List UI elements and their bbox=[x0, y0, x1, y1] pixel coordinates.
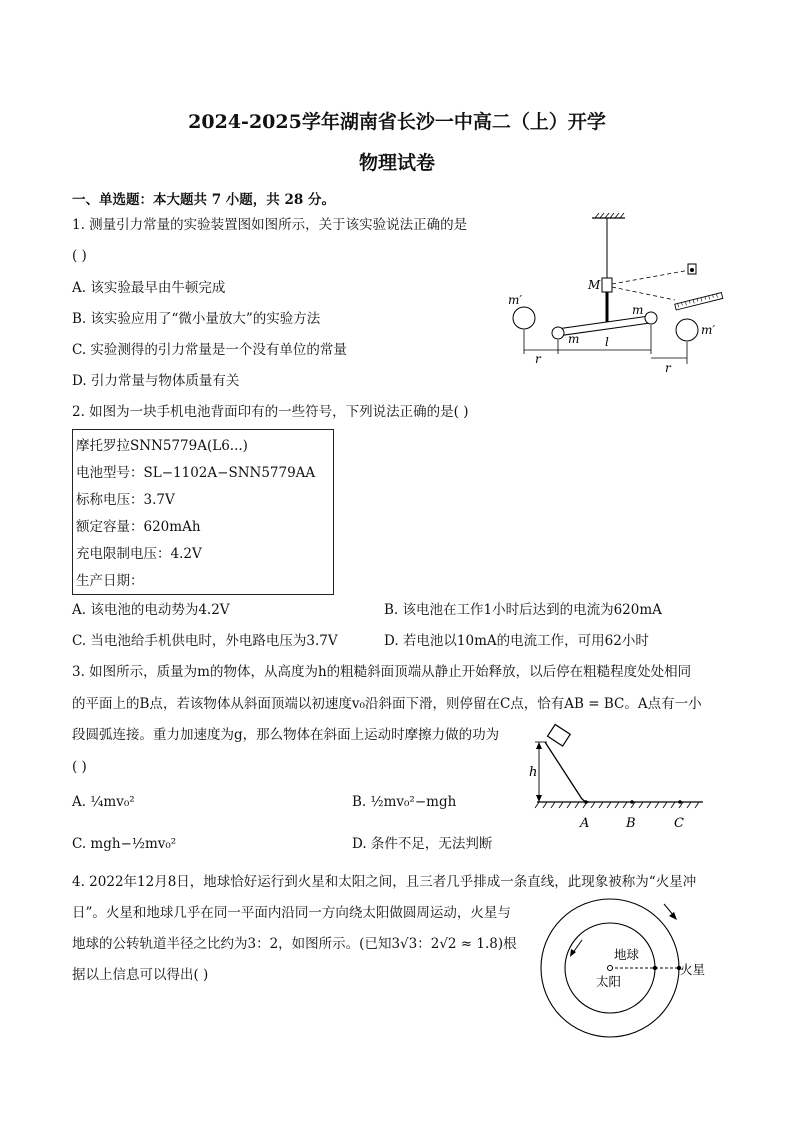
label-M: M bbox=[588, 278, 601, 292]
q1-option-c: C. 实验测得的引力常量是一个没有单位的常量 bbox=[72, 342, 347, 358]
battery-line: 充电限制电压：4.2V bbox=[76, 546, 202, 562]
label-r-left: r bbox=[535, 352, 541, 366]
orbit-figure bbox=[538, 888, 706, 1040]
label-sun: 太阳 bbox=[596, 974, 622, 989]
label-m-right: m bbox=[632, 303, 644, 317]
battery-line: 摩托罗拉SNN5779A(L6...) bbox=[76, 438, 248, 454]
battery-line: 电池型号：SL−1102A−SNN5779AA bbox=[76, 465, 316, 481]
label-h: h bbox=[529, 765, 538, 780]
q3-line-2: 的平面上的B点，若该物体从斜面顶端以初速度v₀沿斜面下滑，则停留在C点，恰有AB = BC。A点有一小 bbox=[72, 696, 702, 712]
label-mprime-left: m′ bbox=[508, 293, 523, 307]
battery-line: 额定容量：620mAh bbox=[76, 519, 201, 535]
battery-line: 标称电压：3.7V bbox=[76, 492, 175, 508]
label-earth: 地球 bbox=[614, 947, 640, 962]
battery-line: 生产日期： bbox=[76, 573, 144, 589]
label-A: A bbox=[580, 816, 590, 831]
label-mars: 火星 bbox=[680, 962, 706, 977]
q4-line-2: 日”。火星和地球几乎在同一平面内沿同一方向绕太阳做圆周运动，火星与 bbox=[72, 905, 511, 921]
q1-paren: ( ) bbox=[72, 248, 87, 264]
q2-option-c: C. 当电池给手机供电时，外电路电压为3.7V bbox=[72, 633, 338, 649]
q3-line-1: 3. 如图所示，质量为m的物体，从高度为h的粗糙斜面顶端从静止开始释放，以后停在粗糙程度处处相同 bbox=[72, 664, 692, 680]
q1-option-b: B. 该实验应用了“微小量放大”的实验方法 bbox=[72, 311, 321, 327]
label-C: C bbox=[674, 816, 684, 831]
q2-option-d: D. 若电池以10mA的电流工作，可用62小时 bbox=[384, 633, 649, 649]
incline-figure bbox=[525, 728, 705, 833]
q1-option-d: D. 引力常量与物体质量有关 bbox=[72, 373, 240, 389]
q4-line-4: 据以上信息可以得出( ) bbox=[72, 967, 209, 983]
battery-label-box bbox=[72, 429, 334, 595]
label-m-left: m bbox=[568, 332, 580, 346]
q3-paren: ( ) bbox=[72, 759, 87, 775]
q1-stem: 1. 测量引力常量的实验装置图如图所示，关于该实验说法正确的是 bbox=[72, 217, 468, 233]
q4-line-3: 地球的公转轨道半径之比约为3：2，如图所示。(已知3√3：2√2 ≈ 1.8)根 bbox=[72, 936, 517, 952]
page-title: 2024-2025学年湖南省长沙一中高二（上）开学 bbox=[188, 111, 606, 133]
label-r-right: r bbox=[665, 361, 671, 375]
q2-option-b: B. 该电池在工作1小时后达到的电流为620mA bbox=[384, 602, 662, 618]
q3-option-a: A. ¼mv₀² bbox=[72, 794, 135, 810]
label-mprime-right: m′ bbox=[701, 323, 716, 337]
q3-option-d: D. 条件不足，无法判断 bbox=[352, 836, 493, 852]
label-l: l bbox=[605, 335, 609, 349]
q4-line-1: 4. 2022年12月8日，地球恰好运行到火星和太阳之间，且三者几乎排成一条直线，此现象被称为“火星冲 bbox=[72, 874, 697, 890]
label-B: B bbox=[626, 816, 636, 831]
torsion-balance-figure bbox=[500, 212, 725, 377]
q3-option-c: C. mgh−½mv₀² bbox=[72, 836, 177, 852]
q3-line-3: 段圆弧连接。重力加速度为g，那么物体在斜面上运动时摩擦力做的功为 bbox=[72, 727, 500, 743]
section-heading: 一、单选题：本大题共 7 小题，共 28 分。 bbox=[72, 192, 335, 208]
q2-option-a: A. 该电池的电动势为4.2V bbox=[72, 602, 230, 618]
q1-option-a: A. 该实验最早由牛顿完成 bbox=[72, 280, 226, 296]
q3-option-b: B. ½mv₀²−mgh bbox=[352, 794, 457, 810]
page-subtitle: 物理试卷 bbox=[358, 152, 435, 174]
q2-stem: 2. 如图为一块手机电池背面印有的一些符号，下列说法正确的是( ) bbox=[72, 404, 469, 420]
